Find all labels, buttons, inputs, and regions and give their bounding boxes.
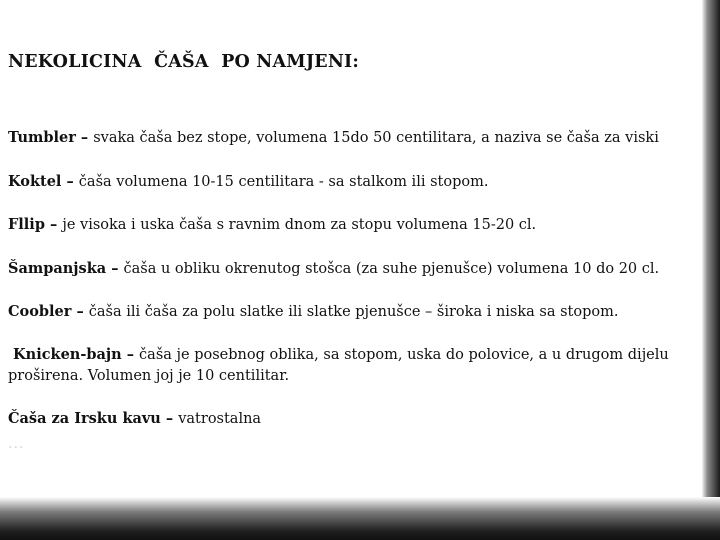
definition-coobler — [8, 301, 698, 323]
term-label: Šampanjska — [8, 260, 107, 277]
term-label: Fllip — [8, 216, 45, 233]
term-label: Čaša za Irsku kavu — [8, 410, 161, 427]
continuation-ellipsis: ... — [8, 436, 25, 452]
definition-text: čaša u obliku okrenutog stošca (za suhe pjenušce) volumena 10 do 20 cl. — [123, 261, 660, 277]
definition-irska-kava — [8, 408, 698, 430]
definition-knicken-bajn — [8, 344, 698, 387]
definition-text: vatrostalna — [178, 411, 262, 427]
definition-sampanjska — [8, 258, 698, 280]
definition-koktel — [8, 171, 698, 193]
term-separator: – — [106, 260, 124, 277]
term-label: Knicken-bajn — [8, 346, 122, 363]
definition-tumbler — [8, 127, 698, 149]
definition-text: čaša je posebnog oblika, sa stopom, uska do polovice, a u drugom dijelu proširena. Volumen joj je 10 centilitar. — [8, 347, 669, 384]
definition-fllip — [8, 214, 698, 236]
slide-shadow-bottom — [0, 497, 720, 540]
page-title: NEKOLICINA ČAŠA PO NAMJENI: — [8, 52, 360, 72]
definition-text: je visoka i uska čaša s ravnim dnom za stopu volumena 15-20 cl. — [62, 217, 537, 233]
term-separator: – — [160, 410, 179, 427]
term-separator: – — [61, 173, 79, 190]
definition-text: svaka čaša bez stope, volumena 15do 50 centilitara, a naziva se čaša za viski — [93, 130, 659, 146]
term-separator: – — [44, 216, 63, 233]
term-label: Coobler — [8, 303, 72, 320]
term-separator: – — [75, 129, 94, 146]
slide-shadow-right — [702, 0, 720, 540]
term-separator: – — [71, 303, 89, 320]
term-label: Tumbler — [8, 129, 76, 146]
definition-text: čaša ili čaša za polu slatke ili slatke pjenušce – široka i niska sa stopom. — [88, 304, 619, 320]
term-label: Koktel — [8, 173, 62, 190]
definition-text: čaša volumena 10-15 centilitara - sa stalkom ili stopom. — [78, 174, 489, 190]
term-separator: – — [121, 346, 140, 363]
